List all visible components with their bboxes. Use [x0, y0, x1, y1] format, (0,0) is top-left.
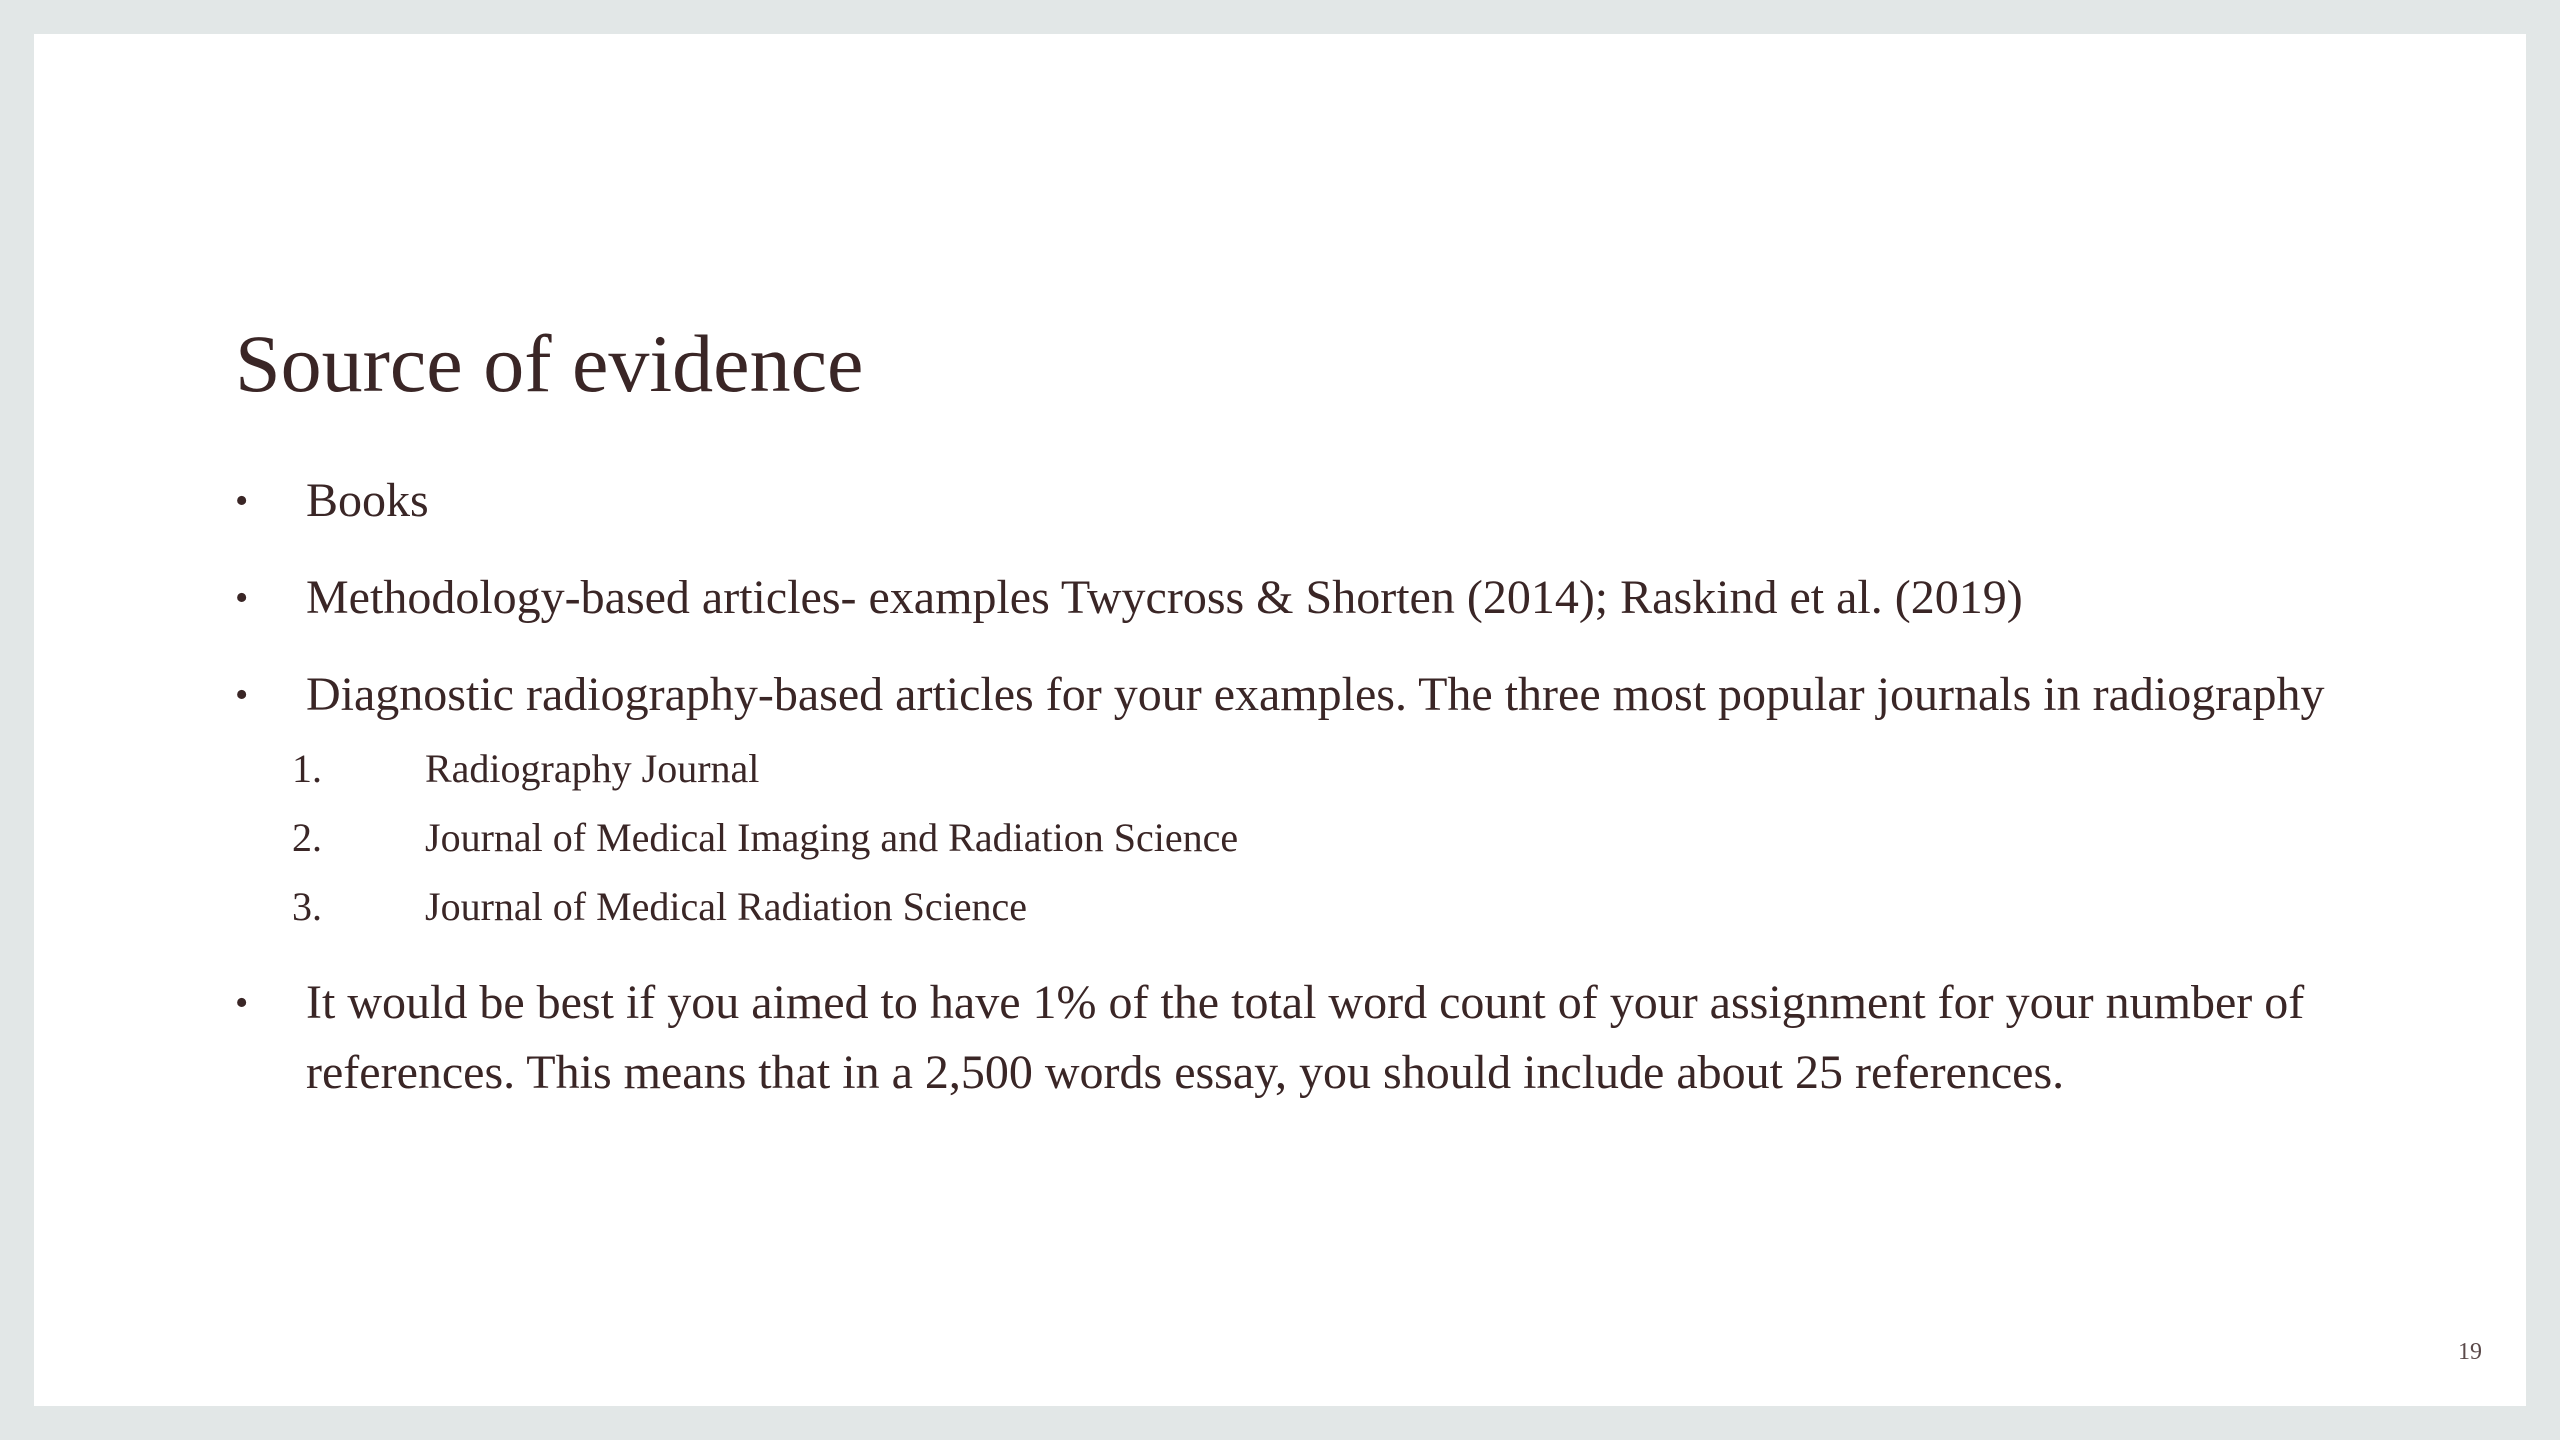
journal-name: Journal of Medical Radiation Science — [425, 884, 1028, 929]
bullet-item-methodology — [235, 563, 2345, 633]
journal-name: Journal of Medical Imaging and Radiation Science — [425, 815, 1239, 860]
bullet-text: Methodology-based articles- examples Twycross & Shorten (2014); Raskind et al. (2019) — [306, 571, 2023, 624]
journal-item — [235, 803, 2345, 872]
bullet-icon: • — [235, 674, 249, 716]
bullet-list — [235, 466, 2345, 1108]
list-number: 3. — [292, 884, 322, 929]
journal-item — [235, 734, 2345, 803]
slide-body — [235, 466, 2345, 1135]
bullet-text: Diagnostic radiography-based articles for your examples. The three most popular journals in radiography — [306, 668, 2325, 721]
bullet-icon: • — [235, 982, 249, 1024]
list-number: 1. — [292, 746, 322, 791]
list-number: 2. — [292, 815, 322, 860]
bullet-text: Books — [306, 474, 429, 527]
journal-name: Radiography Journal — [425, 746, 760, 791]
bullet-item-books — [235, 466, 2345, 536]
bullet-text: It would be best if you aimed to have 1% of the total word count of your assignment for your number of references. This means that in a 2,500 words essay, you should include about 25 references. — [306, 976, 2305, 1099]
bullet-item-references — [235, 968, 2345, 1108]
slide-number: 19 — [2458, 1339, 2482, 1365]
journal-item — [235, 872, 2345, 941]
journal-list — [235, 734, 2345, 941]
bullet-icon: • — [235, 577, 249, 619]
slide-title: Source of evidence — [235, 318, 864, 409]
bullet-item-diagnostic — [235, 660, 2345, 941]
slide — [34, 34, 2526, 1406]
bullet-icon: • — [235, 480, 249, 522]
